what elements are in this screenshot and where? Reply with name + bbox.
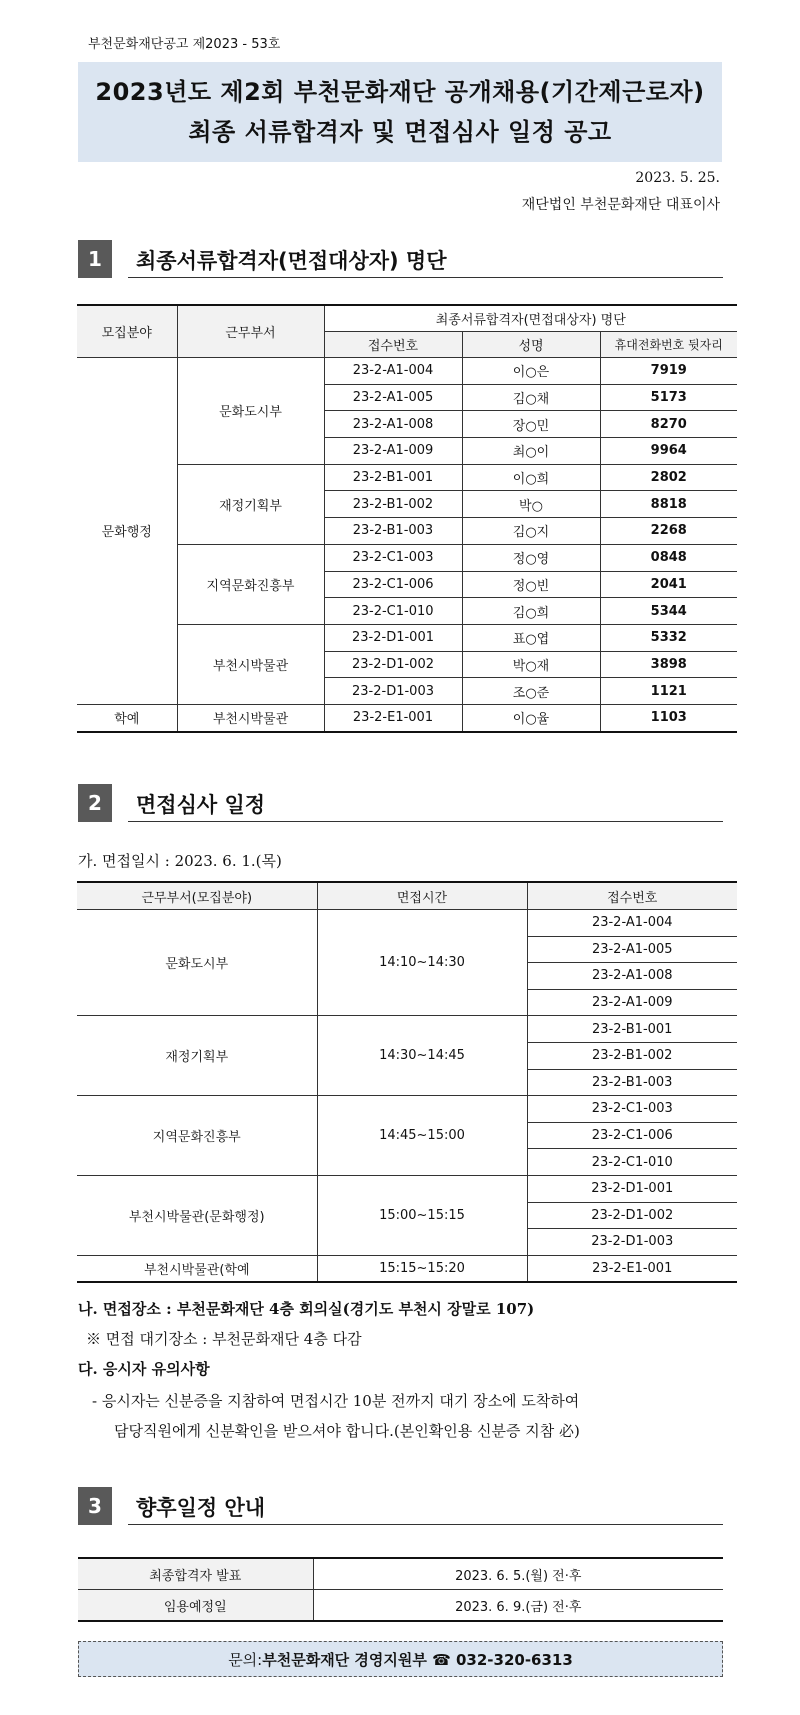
receipt-cell: 23-2-C1-003 (527, 1096, 737, 1123)
note-line-2: 담당직원에게 신분확인을 받으셔야 합니다.(본인확인용 신분증 지참 必) (114, 1422, 580, 1440)
header-time: 면접시간 (317, 882, 527, 910)
name-cell: 김○채 (462, 384, 600, 411)
name-cell: 이○율 (462, 704, 600, 731)
dept-cell: 부천시박물관(문화행정) (77, 1175, 317, 1255)
schedule-value: 2023. 6. 9.(금) 전·후 (313, 1590, 723, 1622)
schedule-label: 최종합격자 발표 (78, 1558, 313, 1590)
receipt-cell: 23-2-A1-004 (527, 910, 737, 937)
receipt-cell: 23-2-C1-006 (324, 571, 462, 598)
receipt-cell: 23-2-D1-003 (527, 1229, 737, 1256)
phone-cell: 5344 (600, 598, 737, 625)
receipt-cell: 23-2-D1-001 (324, 624, 462, 651)
time-cell: 14:10~14:30 (317, 910, 527, 1016)
notice-date: 2023. 5. 25. (635, 170, 720, 186)
issuer: 재단법인 부천문화재단 대표이사 (521, 197, 720, 213)
header-phone: 휴대전화번호 뒷자리 (600, 332, 737, 358)
header-receipt: 접수번호 (324, 332, 462, 358)
receipt-cell: 23-2-B1-001 (527, 1016, 737, 1043)
section-rule (128, 821, 723, 822)
section-title: 최종서류합격자(면접대상자) 명단 (136, 249, 447, 273)
contact-text: 부천문화재단 경영지원부 ☎ 032-320-6313 (262, 1650, 573, 1669)
notice-number: 부천문화재단공고 제2023 - 53호 (88, 37, 281, 52)
phone-cell: 3898 (600, 651, 737, 678)
interview-schedule-table (77, 881, 737, 1283)
receipt-cell: 23-2-A1-005 (527, 936, 737, 963)
name-cell: 박○ (462, 491, 600, 518)
receipt-cell: 23-2-B1-002 (324, 491, 462, 518)
dept-cell: 지역문화진흥부 (77, 1096, 317, 1176)
dept-cell: 부천시박물관(학예 (77, 1255, 317, 1282)
receipt-cell: 23-2-A1-004 (324, 358, 462, 385)
section-number: 2 (78, 784, 112, 822)
section-2-heading (78, 784, 723, 822)
phone-cell: 5173 (600, 384, 737, 411)
field-cell: 문화행정 (77, 358, 177, 705)
name-cell: 정○영 (462, 544, 600, 571)
receipt-cell: 23-2-A1-005 (324, 384, 462, 411)
receipt-cell: 23-2-C1-003 (324, 544, 462, 571)
section-1-heading (78, 240, 723, 278)
phone-cell: 2268 (600, 518, 737, 545)
receipt-cell: 23-2-D1-002 (527, 1202, 737, 1229)
dept-cell: 문화도시부 (177, 358, 324, 465)
phone-cell: 1121 (600, 678, 737, 705)
name-cell: 김○지 (462, 518, 600, 545)
name-cell: 표○엽 (462, 624, 600, 651)
time-cell: 15:15~15:20 (317, 1255, 527, 1282)
name-cell: 이○희 (462, 464, 600, 491)
title-line-2: 최종 서류합격자 및 면접심사 일정 공고 (188, 118, 612, 146)
section-title: 면접심사 일정 (136, 793, 266, 817)
receipt-cell: 23-2-D1-003 (324, 678, 462, 705)
receipt-cell: 23-2-E1-001 (324, 704, 462, 731)
name-cell: 정○빈 (462, 571, 600, 598)
name-cell: 조○준 (462, 678, 600, 705)
phone-cell: 2802 (600, 464, 737, 491)
receipt-cell: 23-2-C1-010 (527, 1149, 737, 1176)
receipt-cell: 23-2-D1-001 (527, 1175, 737, 1202)
name-cell: 이○은 (462, 358, 600, 385)
header-dept: 근무부서 (177, 305, 324, 358)
dept-cell: 지역문화진흥부 (177, 544, 324, 624)
header-dept: 근무부서(모집분야) (77, 882, 317, 910)
schedule-label: 임용예정일 (78, 1590, 313, 1622)
header-receipt: 접수번호 (527, 882, 737, 910)
header-group: 최종서류합격자(면접대상자) 명단 (324, 305, 737, 332)
receipt-cell: 23-2-B1-001 (324, 464, 462, 491)
phone-cell: 0848 (600, 544, 737, 571)
section-number: 1 (78, 240, 112, 278)
name-cell: 김○희 (462, 598, 600, 625)
waiting-place-line: ※ 면접 대기장소 : 부천문화재단 4층 다감 (86, 1330, 362, 1348)
time-cell: 14:30~14:45 (317, 1016, 527, 1096)
candidates-table (77, 304, 737, 733)
receipt-cell: 23-2-C1-010 (324, 598, 462, 625)
dept-cell: 문화도시부 (77, 910, 317, 1016)
field-cell: 학예 (77, 704, 177, 731)
receipt-cell: 23-2-B1-002 (527, 1042, 737, 1069)
receipt-cell: 23-2-A1-009 (324, 438, 462, 465)
name-cell: 박○재 (462, 651, 600, 678)
interview-date-line: 가. 면접일시 : 2023. 6. 1.(목) (78, 852, 282, 870)
section-rule (128, 277, 723, 278)
phone-cell: 9964 (600, 438, 737, 465)
phone-cell: 8270 (600, 411, 737, 438)
receipt-cell: 23-2-A1-009 (527, 989, 737, 1016)
title-line-1: 2023년도 제2회 부천문화재단 공개채용(기간제근로자) (95, 78, 705, 106)
receipt-cell: 23-2-A1-008 (527, 963, 737, 990)
section-rule (128, 1524, 723, 1525)
schedule-value: 2023. 6. 5.(월) 전·후 (313, 1558, 723, 1590)
phone-cell: 8818 (600, 491, 737, 518)
receipt-cell: 23-2-B1-003 (527, 1069, 737, 1096)
name-cell: 최○이 (462, 438, 600, 465)
dept-cell: 재정기획부 (77, 1016, 317, 1096)
interview-place-line: 나. 면접장소 : 부천문화재단 4층 회의실(경기도 부천시 장말로 107) (78, 1300, 535, 1318)
time-cell: 14:45~15:00 (317, 1096, 527, 1176)
phone-cell: 5332 (600, 624, 737, 651)
phone-cell: 7919 (600, 358, 737, 385)
name-cell: 장○민 (462, 411, 600, 438)
notes-title: 다. 응시자 유의사항 (78, 1360, 210, 1378)
time-cell: 15:00~15:15 (317, 1175, 527, 1255)
receipt-cell: 23-2-C1-006 (527, 1122, 737, 1149)
future-schedule-table (78, 1557, 723, 1622)
dept-cell: 부천시박물관 (177, 704, 324, 731)
note-line-1: - 응시자는 신분증을 지참하여 면접시간 10분 전까지 대기 장소에 도착하여 (92, 1392, 580, 1410)
receipt-cell: 23-2-D1-002 (324, 651, 462, 678)
header-field: 모집분야 (77, 305, 177, 358)
section-number: 3 (78, 1487, 112, 1525)
title-box (78, 62, 722, 162)
receipt-cell: 23-2-E1-001 (527, 1255, 737, 1282)
contact-prefix: 문의: (228, 1650, 263, 1669)
dept-cell: 재정기획부 (177, 464, 324, 544)
receipt-cell: 23-2-B1-003 (324, 518, 462, 545)
phone-cell: 2041 (600, 571, 737, 598)
header-name: 성명 (462, 332, 600, 358)
section-3-heading (78, 1487, 723, 1525)
contact-box (78, 1641, 723, 1677)
receipt-cell: 23-2-A1-008 (324, 411, 462, 438)
dept-cell: 부천시박물관 (177, 624, 324, 704)
section-title: 향후일정 안내 (136, 1496, 266, 1520)
phone-cell: 1103 (600, 704, 737, 731)
